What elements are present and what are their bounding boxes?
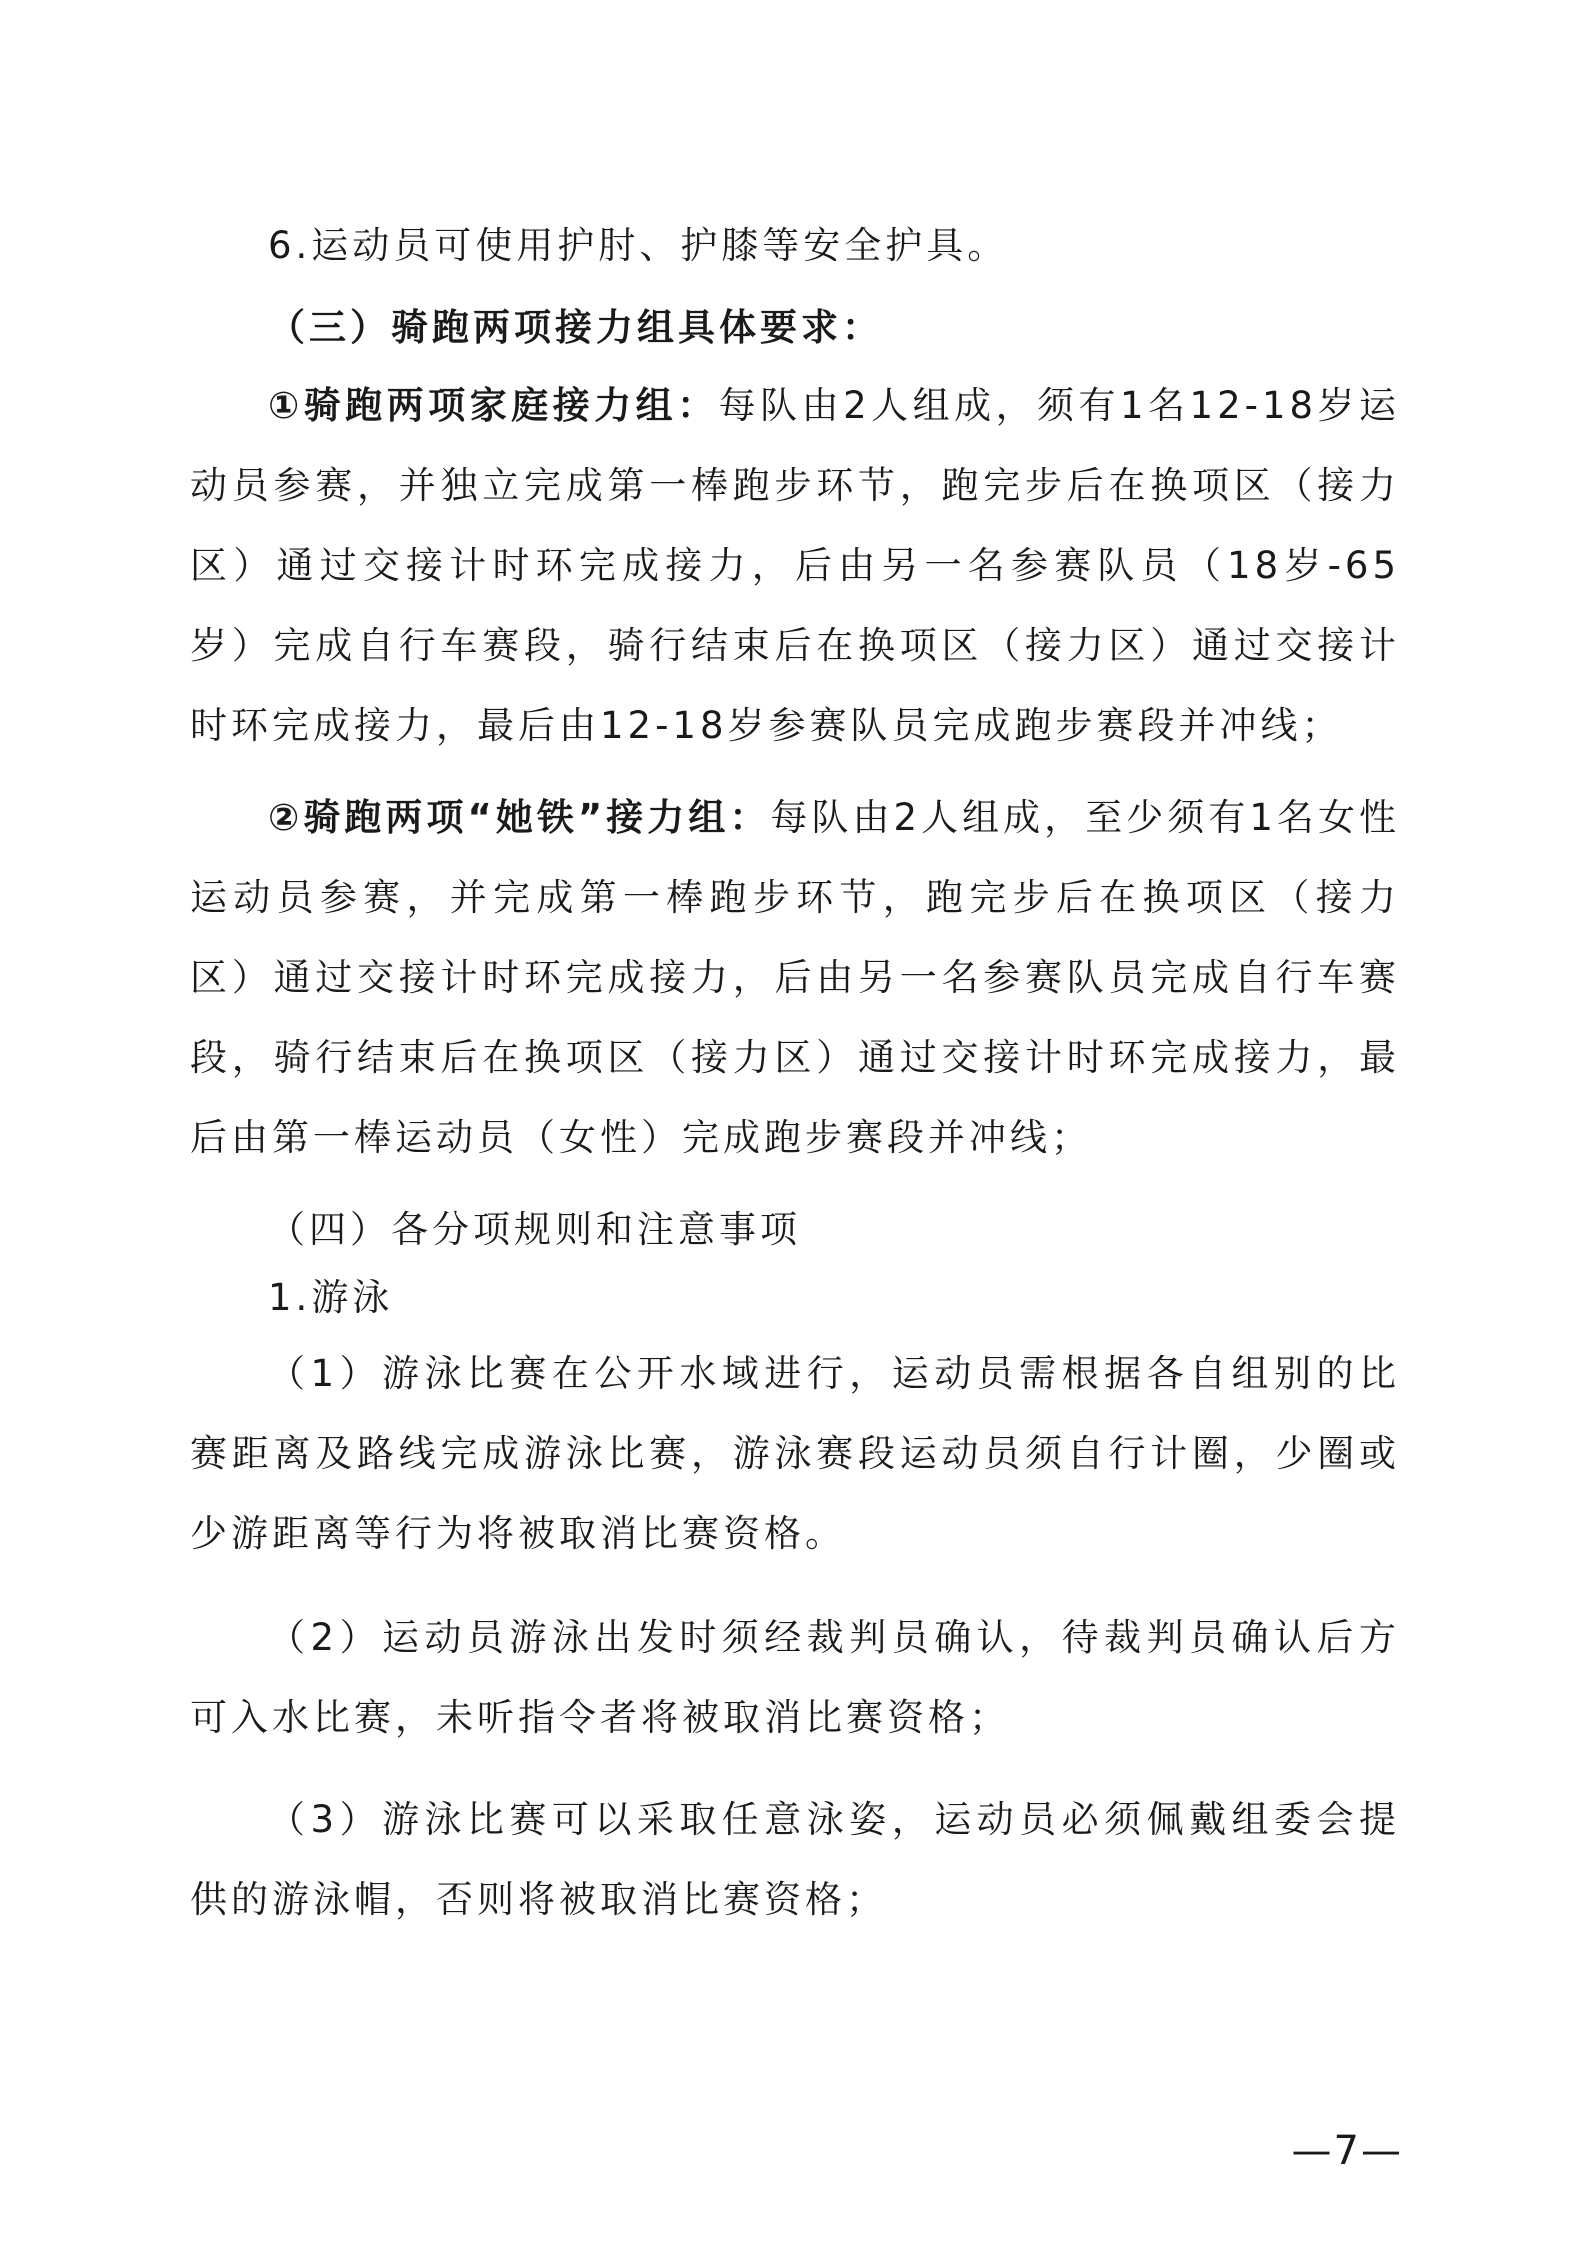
item-6-safety-gear: 6.运动员可使用护肘、护膝等安全护具。 — [268, 224, 1009, 267]
women-relay-label: ②骑跑两项“她铁”接力组： — [268, 796, 771, 839]
women-relay-text: 每队由2人组成，至少须有1名女性运动员参赛，并完成第一棒跑步环节，跑完步后在换项区（接力区）通过交接计时环完成接力，后由另一名参赛队员完成自行车赛段，骑行结束后在换项区（接力区）通过交接计时环完成接力，最后由第一棒运动员（女性）完成跑步赛段并冲线； — [190, 796, 1400, 1159]
page-number: —7— — [1291, 2128, 1403, 2174]
women-relay-paragraph — [190, 778, 1400, 1178]
family-relay-text: 每队由2人组成，须有1名12-18岁运动员参赛，并独立完成第一棒跑步环节，跑完步后在换项区（接力区）通过交接计时环完成接力，后由另一名参赛队员（18岁-65岁）完成自行车赛段，骑行结束后在换项区（接力区）通过交接计时环完成接力，最后由12-18岁参赛队员完成跑步赛段并冲线； — [190, 384, 1401, 747]
swim-rule-1: （1）游泳比赛在公开水域进行，运动员需根据各自组别的比赛距离及路线完成游泳比赛，游泳赛段运动员须自行计圈，少圈或少游距离等行为将被取消比赛资格。 — [190, 1352, 1400, 1555]
family-relay-paragraph — [190, 366, 1400, 766]
swim-rule-2: （2）运动员游泳出发时须经裁判员确认，待裁判员确认后方可入水比赛，未听指令者将被取消比赛资格； — [190, 1616, 1400, 1739]
section-4-heading: （四）各分项规则和注意事项 — [268, 1208, 801, 1251]
section-3-heading: （三）骑跑两项接力组具体要求： — [268, 306, 883, 349]
swim-heading: 1.游泳 — [268, 1276, 394, 1319]
swim-rule-3: （3）游泳比赛可以采取任意泳姿，运动员必须佩戴组委会提供的游泳帽，否则将被取消比赛资格； — [190, 1798, 1400, 1921]
family-relay-label: ①骑跑两项家庭接力组： — [268, 384, 719, 427]
